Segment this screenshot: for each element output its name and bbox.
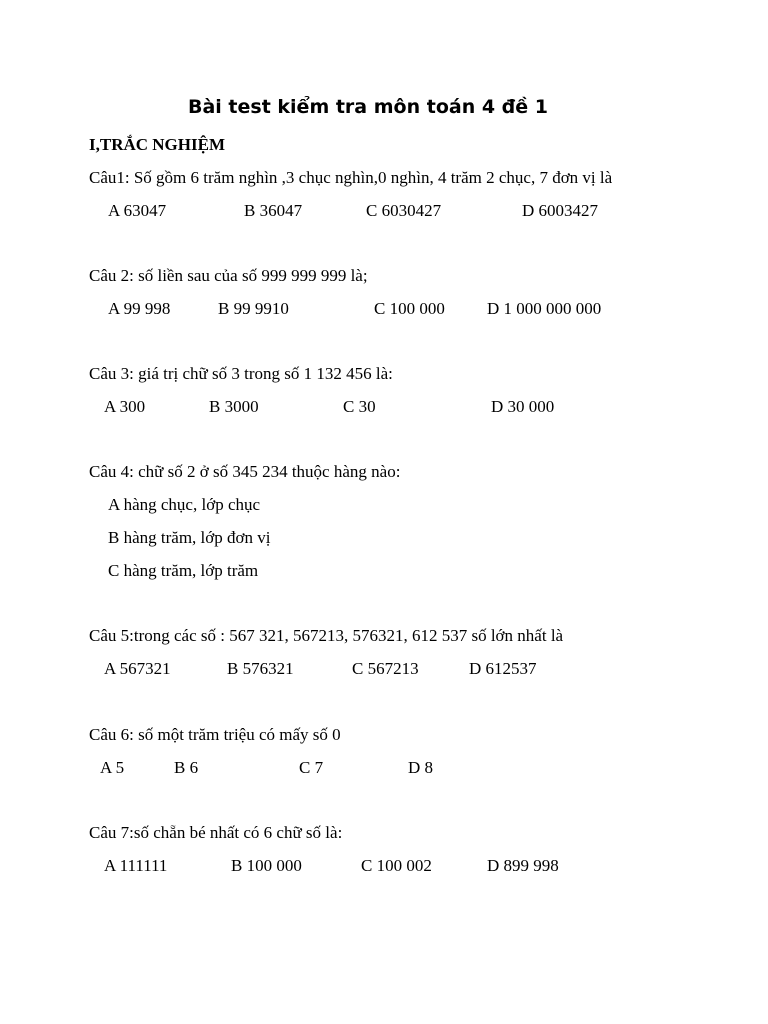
question-3-text: Câu 3: giá trị chữ số 3 trong số 1 132 456 là:: [89, 364, 393, 383]
question-6-option-d: D 8: [408, 758, 434, 777]
question-7-option-b: B 100 000: [231, 856, 302, 875]
question-6-option-a: A 5: [100, 758, 125, 777]
question-3-option-b: B 3000: [209, 397, 259, 416]
question-5-option-a: A 567321: [104, 659, 171, 678]
question-1-option-b: B 36047: [244, 201, 303, 220]
question-4-option-a: A hàng chục, lớp chục: [108, 495, 261, 514]
question-1-text: Câu1: Số gồm 6 trăm nghìn ,3 chục nghìn,0 nghìn, 4 trăm 2 chục, 7 đơn vị là: [89, 168, 613, 187]
question-7-option-d: D 899 998: [487, 856, 559, 875]
question-1-option-c: C 6030427: [366, 201, 442, 220]
question-2-text: Câu 2: số liền sau của số 999 999 999 là;: [89, 266, 368, 285]
question-7-option-c: C 100 002: [361, 856, 432, 875]
question-6-option-c: C 7: [299, 758, 324, 777]
question-5-text: Câu 5:trong các số : 567 321, 567213, 576321, 612 537 số lớn nhất là: [89, 626, 564, 645]
question-6-text: Câu 6: số một trăm triệu có mấy số 0: [89, 725, 341, 744]
question-7-option-a: A 111111: [104, 856, 168, 875]
question-1-option-a: A 63047: [108, 201, 167, 220]
question-3-option-c: C 30: [343, 397, 376, 416]
question-5-option-c: C 567213: [352, 659, 419, 678]
question-2-option-d: D 1 000 000 000: [487, 299, 602, 318]
question-6-option-b: B 6: [174, 758, 199, 777]
question-3-option-a: A 300: [104, 397, 146, 416]
question-2-option-c: C 100 000: [374, 299, 445, 318]
section-heading: I,TRẮC NGHIỆM: [89, 135, 226, 154]
question-2-option-a: A 99 998: [108, 299, 171, 318]
page-title: Bài test kiểm tra môn toán 4 đề 1: [188, 96, 548, 118]
question-3-option-d: D 30 000: [491, 397, 555, 416]
question-4-option-c: C hàng trăm, lớp trăm: [108, 561, 259, 580]
question-5-option-d: D 612537: [469, 659, 537, 678]
question-4-text: Câu 4: chữ số 2 ở số 345 234 thuộc hàng nào:: [89, 462, 401, 481]
question-5-option-b: B 576321: [227, 659, 294, 678]
question-4-option-b: B hàng trăm, lớp đơn vị: [108, 528, 271, 547]
question-7-text: Câu 7:số chẵn bé nhất có 6 chữ số là:: [89, 823, 343, 842]
question-2-option-b: B 99 9910: [218, 299, 289, 318]
question-1-option-d: D 6003427: [522, 201, 599, 220]
